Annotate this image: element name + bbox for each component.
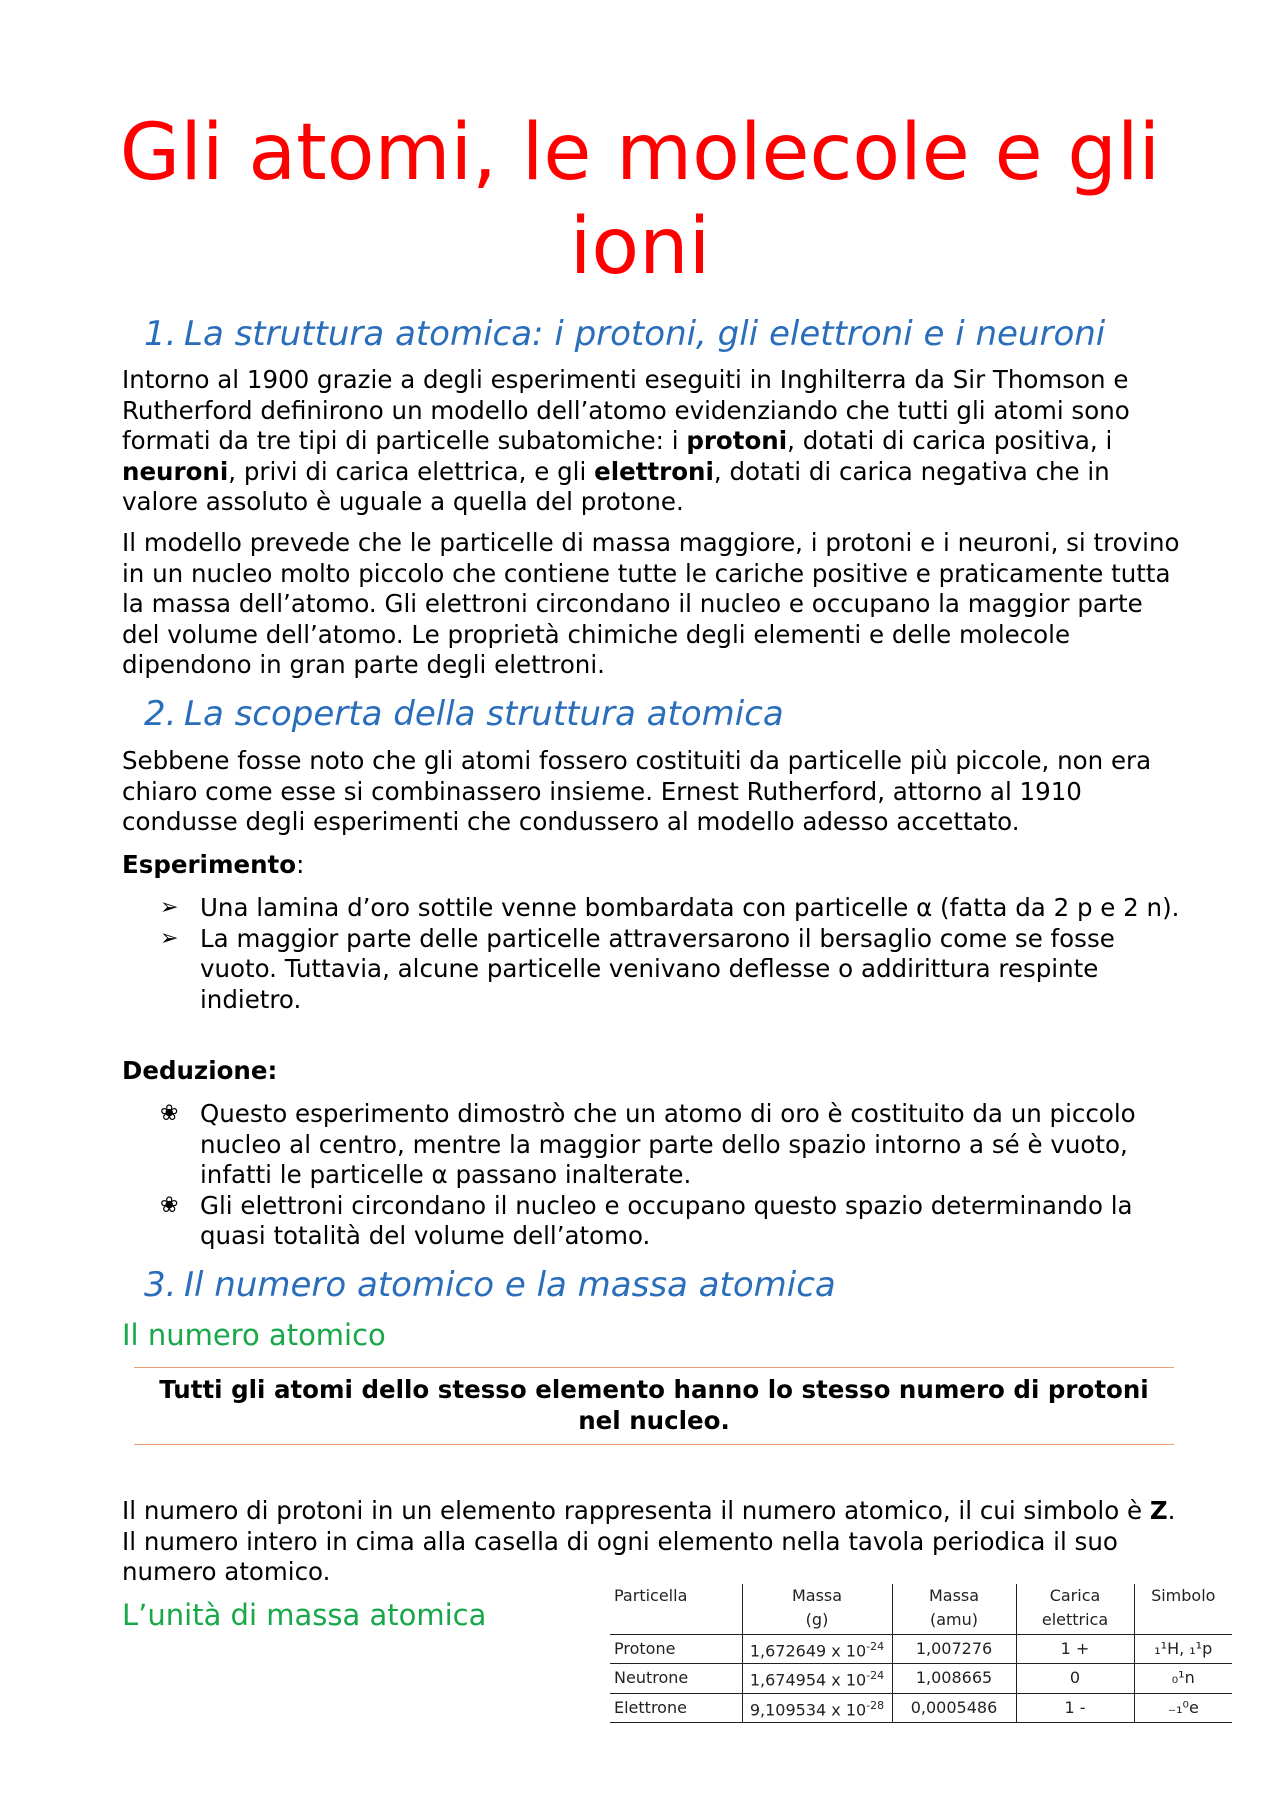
- bold-symbol-z: Z: [1149, 1496, 1168, 1525]
- list-item-text: Gli elettroni circondano il nucleo e occupano questo spazio determinando la quasi totalità del volume dell’atomo.: [200, 1190, 1133, 1250]
- particle-table: [610, 1584, 1232, 1723]
- mass-mantissa: 1,672649 x 10: [749, 1641, 867, 1661]
- cell-mass-g: [742, 1635, 892, 1664]
- cell-charge: 1 +: [1016, 1635, 1134, 1664]
- bold-term-elettroni: elettroni: [594, 456, 714, 486]
- cell-charge: 0: [1016, 1664, 1134, 1693]
- mass-exponent: -24: [866, 1669, 885, 1683]
- header-cell: [610, 1584, 742, 1635]
- arrow-bullet-icon: ➢: [160, 925, 179, 951]
- page-title: Gli atomi, le molecole e gli ioni: [119, 108, 1161, 292]
- section-2-number: 2.: [144, 694, 177, 734]
- cell-mass-amu: 1,008665: [892, 1664, 1016, 1693]
- section-1-title: La struttura atomica: i protoni, gli elettroni e i neuroni: [184, 314, 1106, 354]
- text-run: , dotati di carica positiva, i: [787, 426, 1113, 455]
- section-2-heading: [144, 692, 784, 736]
- header-line: elettrica: [1041, 1610, 1109, 1629]
- section-1-paragraph-2: Il modello prevede che le particelle di massa maggiore, i protoni e i neuroni, si trovino in un nucleo molto piccolo che contiene tutte le cariche positive e praticamente tutta la massa dell’atomo. Gli elettroni circondano il nucleo e occupano la maggior parte del volume dell’atomo. Le proprietà chimiche degli elementi e delle molecole dipendono in gran parte degli elettroni.: [122, 528, 1180, 679]
- mass-mantissa: 1,674954 x 10: [749, 1670, 867, 1690]
- text-run: . Il numero intero in cima alla casella di ogni elemento nella tavola periodica il suo numero atomico.: [122, 1496, 1176, 1586]
- mass-exponent: -24: [866, 1640, 885, 1653]
- list-item: [122, 924, 1182, 1016]
- cell-charge: 1 -: [1016, 1693, 1134, 1722]
- header-cell: [1134, 1584, 1232, 1635]
- header-line: (amu): [929, 1610, 978, 1629]
- section-1-number: 1.: [144, 314, 177, 354]
- cell-particle: Protone: [610, 1635, 742, 1664]
- experiment-label: [122, 850, 304, 880]
- mass-mantissa: 9,109534 x 10: [749, 1699, 867, 1719]
- header-line: Massa: [928, 1586, 980, 1605]
- list-item: [122, 893, 1182, 924]
- table-row: [610, 1693, 1232, 1722]
- list-item: [122, 1191, 1182, 1252]
- header-line: (g): [805, 1610, 829, 1629]
- cell-mass-g: [742, 1693, 892, 1722]
- cell-particle: Neutrone: [610, 1664, 742, 1693]
- table-row: [610, 1635, 1232, 1664]
- experiment-label-colon: :: [296, 850, 305, 879]
- text-run: , dotati di carica negativa che in valore assoluto è uguale a quella del protone.: [122, 456, 1110, 516]
- mass-exponent: -28: [866, 1698, 885, 1712]
- section-3-paragraph-1: [122, 1496, 1182, 1588]
- experiment-list: [122, 893, 1182, 1015]
- section-1-paragraph-1: [122, 365, 1182, 518]
- header-cell: [1016, 1584, 1134, 1635]
- section-2-title: La scoperta della struttura atomica: [184, 694, 784, 734]
- cell-particle: Elettrone: [610, 1693, 742, 1722]
- cell-mass-amu: 1,007276: [892, 1635, 1016, 1664]
- section-3-heading: [144, 1263, 836, 1307]
- experiment-label-text: Esperimento: [122, 850, 297, 879]
- deduction-list: [122, 1099, 1182, 1252]
- list-item-text: Questo esperimento dimostrò che un atomo di oro è costituito da un piccolo nucleo al centro, mentre la maggior parte dello spazio intorno a sé è vuoto, infatti le particelle α passano inalterate.: [200, 1099, 1136, 1189]
- list-item-text: Una lamina d’oro sottile venne bombardata con particelle α (fatta da 2 p e 2 n).: [200, 893, 1180, 922]
- table-row: [610, 1664, 1232, 1693]
- cell-symbol: ₋₁⁰e: [1134, 1693, 1232, 1722]
- bold-term-protoni: protoni: [686, 426, 788, 455]
- text-run: Il numero di protoni in un elemento rappresenta il numero atomico, il cui simbolo è: [122, 1496, 1150, 1525]
- header-cell: [742, 1584, 892, 1635]
- header-line: Particella: [614, 1586, 688, 1605]
- header-line: Massa: [791, 1586, 843, 1605]
- section-2-paragraph-1: Sebbene fosse noto che gli atomi fossero costituiti da particelle più piccole, non era chiaro come esse si combinassero insieme. Ernest Rutherford, attorno al 1910 condusse degli esperimenti che condussero al modello adesso accettato.: [122, 746, 1152, 836]
- section-1-heading: [144, 312, 1105, 356]
- key-statement-callout: Tutti gli atomi dello stesso elemento hanno lo stesso numero di protoni nel nucleo.: [134, 1367, 1174, 1445]
- cell-symbol: ₀¹n: [1134, 1664, 1232, 1693]
- list-item: [122, 1099, 1182, 1191]
- subheading-atomic-mass-unit: L’unità di massa atomica: [122, 1598, 487, 1632]
- flower-bullet-icon: ❀: [160, 1192, 179, 1218]
- list-item-text: La maggior parte delle particelle attraversarono il bersaglio come se fosse vuoto. Tuttavia, alcune particelle venivano deflesse o addirittura respinte indietro.: [200, 923, 1115, 1014]
- arrow-bullet-icon: ➢: [160, 895, 179, 920]
- cell-symbol: ₁¹H, ₁¹p: [1134, 1635, 1232, 1664]
- section-3-number: 3.: [144, 1265, 177, 1305]
- cell-mass-amu: 0,0005486: [892, 1693, 1016, 1722]
- cell-mass-g: [742, 1664, 892, 1693]
- table-header-row: [610, 1584, 1232, 1635]
- text-run: Intorno al 1900 grazie a degli esperimenti eseguiti in Inghilterra da Sir Thomson e Rutherford definirono un modello dell’atomo evidenziando che tutti gli atomi sono formati da tre tipi di particelle subatomiche: i: [122, 365, 1130, 455]
- header-line: Simbolo: [1151, 1586, 1216, 1605]
- header-line: Carica: [1049, 1586, 1101, 1605]
- subheading-atomic-number: Il numero atomico: [122, 1318, 386, 1352]
- header-cell: [892, 1584, 1016, 1635]
- text-run: , privi di carica elettrica, e gli: [228, 456, 595, 486]
- bold-term-neuroni: neuroni: [122, 456, 229, 486]
- deduction-label: Deduzione:: [122, 1056, 278, 1085]
- flower-bullet-icon: ❀: [160, 1101, 179, 1126]
- section-3-title: Il numero atomico e la massa atomica: [184, 1265, 836, 1305]
